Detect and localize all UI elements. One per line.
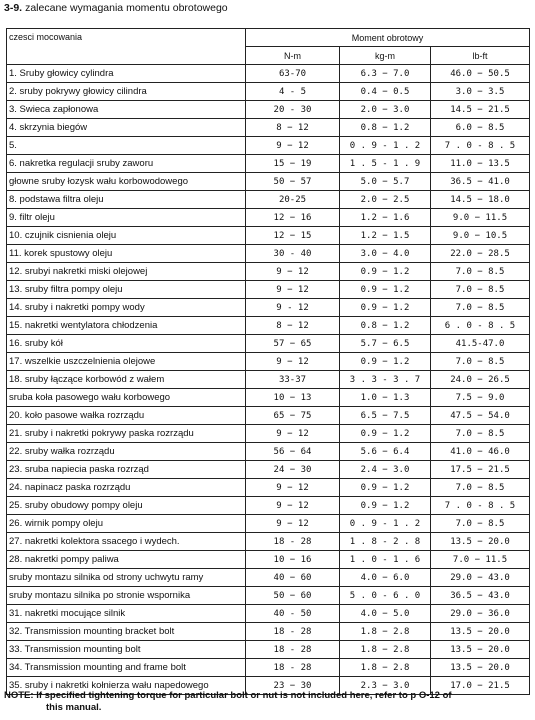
part-cell: 3. Swieca zapłonowa — [7, 101, 246, 119]
kgm-cell: 0.9 − 1.2 — [340, 263, 431, 281]
unit-lbft-header: lb-ft — [431, 47, 530, 65]
kgm-cell: 1 . 8 - 2 . 8 — [340, 533, 431, 551]
nm-cell: 9 - 12 — [246, 299, 340, 317]
table-row — [7, 659, 530, 677]
nm-cell: 9 − 12 — [246, 497, 340, 515]
nm-cell: 9 − 12 — [246, 263, 340, 281]
moment-column-header: Moment obrotowy — [246, 29, 530, 47]
kgm-cell: 2.0 − 2.5 — [340, 191, 431, 209]
table-row — [7, 281, 530, 299]
kgm-cell: 5.6 − 6.4 — [340, 443, 431, 461]
lbft-cell: 29.0 − 36.0 — [431, 605, 530, 623]
table-row — [7, 515, 530, 533]
kgm-cell: 1.2 − 1.5 — [340, 227, 431, 245]
kgm-cell: 1.2 − 1.6 — [340, 209, 431, 227]
nm-cell: 20 - 30 — [246, 101, 340, 119]
table-row — [7, 353, 530, 371]
nm-cell: 9 − 12 — [246, 425, 340, 443]
table-row — [7, 245, 530, 263]
lbft-cell: 7.0 − 11.5 — [431, 551, 530, 569]
footnote-line-1: NOTE: If specified tightening torque for particular bolt or nut is not included here, refer to p O-12 of — [4, 690, 452, 701]
nm-cell: 50 − 57 — [246, 173, 340, 191]
unit-nm-header: N-m — [246, 47, 340, 65]
part-cell: 17. wszelkie uszczelnienia olejowe — [7, 353, 246, 371]
kgm-cell: 3 . 3 - 3 . 7 — [340, 371, 431, 389]
part-cell: sruby montazu silnika po stronie wspornika — [7, 587, 246, 605]
part-cell: 2. sruby pokrywy głowicy cilindra — [7, 83, 246, 101]
table-row — [7, 551, 530, 569]
nm-cell: 15 − 19 — [246, 155, 340, 173]
kgm-cell: 0.9 − 1.2 — [340, 479, 431, 497]
table-row — [7, 83, 530, 101]
lbft-cell: 46.0 − 50.5 — [431, 65, 530, 83]
lbft-cell: 24.0 − 26.5 — [431, 371, 530, 389]
section-title: zalecane wymagania momentu obrotowego — [25, 2, 228, 14]
part-cell: 6. nakretka regulacji sruby zaworu — [7, 155, 246, 173]
table-row — [7, 407, 530, 425]
lbft-cell: 22.0 − 28.5 — [431, 245, 530, 263]
kgm-cell: 2.3 − 3.0 — [340, 677, 431, 695]
nm-cell: 50 − 60 — [246, 587, 340, 605]
part-column-header: czesci mocowania — [7, 29, 246, 65]
part-cell: głowne sruby łozysk wału korbowodowego — [7, 173, 246, 191]
nm-cell: 18 - 28 — [246, 641, 340, 659]
nm-cell: 18 - 28 — [246, 623, 340, 641]
nm-cell: 9 − 12 — [246, 353, 340, 371]
kgm-cell: 0.9 − 1.2 — [340, 299, 431, 317]
table-row — [7, 101, 530, 119]
nm-cell: 40 - 50 — [246, 605, 340, 623]
lbft-cell: 41.5-47.0 — [431, 335, 530, 353]
table-row — [7, 461, 530, 479]
section-number: 3-9. — [4, 2, 23, 14]
part-cell: 18. sruby łączące korbowód z wałem — [7, 371, 246, 389]
part-cell: 32. Transmission mounting bracket bolt — [7, 623, 246, 641]
table-row — [7, 425, 530, 443]
part-cell: 9. filtr oleju — [7, 209, 246, 227]
table-row — [7, 155, 530, 173]
nm-cell: 12 − 15 — [246, 227, 340, 245]
kgm-cell: 0.9 − 1.2 — [340, 353, 431, 371]
kgm-cell: 0.9 − 1.2 — [340, 497, 431, 515]
part-cell: 35. sruby i nakretki kołnierza wału napedowego — [7, 677, 246, 695]
table-row — [7, 335, 530, 353]
footnote-line-2: this manual. — [46, 702, 102, 713]
kgm-cell: 0 . 9 - 1 . 2 — [340, 137, 431, 155]
part-cell: 26. wirnik pompy oleju — [7, 515, 246, 533]
nm-cell: 9 − 12 — [246, 479, 340, 497]
table-row — [7, 299, 530, 317]
table-row — [7, 191, 530, 209]
table-row — [7, 65, 530, 83]
nm-cell: 24 − 30 — [246, 461, 340, 479]
table-row — [7, 533, 530, 551]
nm-cell: 63-70 — [246, 65, 340, 83]
nm-cell: 56 − 64 — [246, 443, 340, 461]
part-cell: 1. Sruby głowicy cylindra — [7, 65, 246, 83]
footnote — [4, 690, 532, 714]
kgm-cell: 4.0 − 5.0 — [340, 605, 431, 623]
part-cell: 16. sruby kół — [7, 335, 246, 353]
table-row — [7, 497, 530, 515]
nm-cell: 9 − 12 — [246, 515, 340, 533]
nm-cell: 40 − 60 — [246, 569, 340, 587]
table-row — [7, 317, 530, 335]
part-cell: 28. nakretki pompy paliwa — [7, 551, 246, 569]
part-cell: 13. sruby filtra pompy oleju — [7, 281, 246, 299]
lbft-cell: 17.5 − 21.5 — [431, 461, 530, 479]
lbft-cell: 13.5 − 20.0 — [431, 659, 530, 677]
part-cell: 10. czujnik cisnienia oleju — [7, 227, 246, 245]
lbft-cell: 7.0 − 8.5 — [431, 425, 530, 443]
part-cell: 34. Transmission mounting and frame bolt — [7, 659, 246, 677]
table-row — [7, 263, 530, 281]
part-cell: 27. nakretki kolektora ssacego i wydech. — [7, 533, 246, 551]
nm-cell: 57 − 65 — [246, 335, 340, 353]
nm-cell: 18 - 28 — [246, 533, 340, 551]
nm-cell: 23 − 30 — [246, 677, 340, 695]
kgm-cell: 1.8 − 2.8 — [340, 659, 431, 677]
kgm-cell: 6.3 − 7.0 — [340, 65, 431, 83]
lbft-cell: 7 . 0 - 8 . 5 — [431, 137, 530, 155]
kgm-cell: 1.8 − 2.8 — [340, 623, 431, 641]
table-row — [7, 119, 530, 137]
kgm-cell: 0.8 − 1.2 — [340, 317, 431, 335]
kgm-cell: 0.9 − 1.2 — [340, 281, 431, 299]
lbft-cell: 29.0 − 43.0 — [431, 569, 530, 587]
lbft-cell: 13.5 − 20.0 — [431, 533, 530, 551]
kgm-cell: 3.0 − 4.0 — [340, 245, 431, 263]
kgm-cell: 1 . 0 - 1 . 6 — [340, 551, 431, 569]
part-cell: 15. nakretki wentylatora chłodzenia — [7, 317, 246, 335]
kgm-cell: 6.5 − 7.5 — [340, 407, 431, 425]
lbft-cell: 13.5 − 20.0 — [431, 641, 530, 659]
kgm-cell: 2.4 − 3.0 — [340, 461, 431, 479]
nm-cell: 9 − 12 — [246, 137, 340, 155]
part-cell: 8. podstawa filtra oleju — [7, 191, 246, 209]
kgm-cell: 0.4 − 0.5 — [340, 83, 431, 101]
kgm-cell: 1.0 − 1.3 — [340, 389, 431, 407]
nm-cell: 18 - 28 — [246, 659, 340, 677]
table-row — [7, 623, 530, 641]
nm-cell: 4 - 5 — [246, 83, 340, 101]
lbft-cell: 9.0 − 10.5 — [431, 227, 530, 245]
lbft-cell: 7.0 − 8.5 — [431, 479, 530, 497]
kgm-cell: 5.0 − 5.7 — [340, 173, 431, 191]
part-cell: 4. skrzynia biegów — [7, 119, 246, 137]
lbft-cell: 47.5 − 54.0 — [431, 407, 530, 425]
nm-cell: 10 − 16 — [246, 551, 340, 569]
table-row — [7, 587, 530, 605]
nm-cell: 30 - 40 — [246, 245, 340, 263]
kgm-cell: 0 . 9 - 1 . 2 — [340, 515, 431, 533]
lbft-cell: 7.0 − 8.5 — [431, 299, 530, 317]
table-row — [7, 137, 530, 155]
kgm-cell: 0.9 − 1.2 — [340, 425, 431, 443]
lbft-cell: 6.0 − 8.5 — [431, 119, 530, 137]
table-row — [7, 605, 530, 623]
lbft-cell: 7.0 − 8.5 — [431, 263, 530, 281]
kgm-cell: 5 . 0 - 6 . 0 — [340, 587, 431, 605]
nm-cell: 8 − 12 — [246, 317, 340, 335]
part-cell: 25. sruby obudowy pompy oleju — [7, 497, 246, 515]
lbft-cell: 36.5 − 43.0 — [431, 587, 530, 605]
lbft-cell: 36.5 − 41.0 — [431, 173, 530, 191]
table-row — [7, 371, 530, 389]
part-cell: 14. sruby i nakretki pompy wody — [7, 299, 246, 317]
nm-cell: 33-37 — [246, 371, 340, 389]
lbft-cell: 3.0 − 3.5 — [431, 83, 530, 101]
part-cell: 21. sruby i nakretki pokrywy paska rozrządu — [7, 425, 246, 443]
torque-table-body — [7, 65, 530, 695]
table-row — [7, 641, 530, 659]
nm-cell: 12 − 16 — [246, 209, 340, 227]
lbft-cell: 6 . 0 - 8 . 5 — [431, 317, 530, 335]
table-row — [7, 173, 530, 191]
unit-kgm-header: kg-m — [340, 47, 431, 65]
part-cell: 11. korek spustowy oleju — [7, 245, 246, 263]
nm-cell: 10 − 13 — [246, 389, 340, 407]
kgm-cell: 5.7 − 6.5 — [340, 335, 431, 353]
part-cell: 31. nakretki mocujące silnik — [7, 605, 246, 623]
part-cell: sruby montazu silnika od strony uchwytu ramy — [7, 569, 246, 587]
lbft-cell: 17.0 − 21.5 — [431, 677, 530, 695]
lbft-cell: 11.0 − 13.5 — [431, 155, 530, 173]
lbft-cell: 14.5 − 18.0 — [431, 191, 530, 209]
lbft-cell: 7.0 − 8.5 — [431, 515, 530, 533]
part-cell: 20. koło pasowe wałka rozrządu — [7, 407, 246, 425]
lbft-cell: 7.0 − 8.5 — [431, 353, 530, 371]
nm-cell: 9 − 12 — [246, 281, 340, 299]
table-row — [7, 209, 530, 227]
table-row — [7, 443, 530, 461]
lbft-cell: 9.0 − 11.5 — [431, 209, 530, 227]
section-heading — [4, 2, 228, 14]
part-cell: 5. — [7, 137, 246, 155]
table-row — [7, 569, 530, 587]
kgm-cell: 1.8 − 2.8 — [340, 641, 431, 659]
part-cell: 33. Transmission mounting bolt — [7, 641, 246, 659]
part-cell: 24. napinacz paska rozrządu — [7, 479, 246, 497]
table-row — [7, 227, 530, 245]
part-cell: 12. srubyi nakretki miski olejowej — [7, 263, 246, 281]
nm-cell: 65 − 75 — [246, 407, 340, 425]
table-row — [7, 479, 530, 497]
kgm-cell: 2.0 − 3.0 — [340, 101, 431, 119]
nm-cell: 20-25 — [246, 191, 340, 209]
table-row — [7, 389, 530, 407]
nm-cell: 8 − 12 — [246, 119, 340, 137]
kgm-cell: 4.0 − 6.0 — [340, 569, 431, 587]
part-cell: sruba koła pasowego wału korbowego — [7, 389, 246, 407]
lbft-cell: 41.0 − 46.0 — [431, 443, 530, 461]
kgm-cell: 0.8 − 1.2 — [340, 119, 431, 137]
lbft-cell: 7.5 − 9.0 — [431, 389, 530, 407]
part-cell: 23. sruba napiecia paska rozrząd — [7, 461, 246, 479]
lbft-cell: 7.0 − 8.5 — [431, 281, 530, 299]
torque-table — [6, 28, 530, 695]
part-cell: 22. sruby wałka rozrządu — [7, 443, 246, 461]
lbft-cell: 7 . 0 - 8 . 5 — [431, 497, 530, 515]
lbft-cell: 14.5 − 21.5 — [431, 101, 530, 119]
kgm-cell: 1 . 5 - 1 . 9 — [340, 155, 431, 173]
lbft-cell: 13.5 − 20.0 — [431, 623, 530, 641]
header-row-top — [7, 29, 530, 47]
